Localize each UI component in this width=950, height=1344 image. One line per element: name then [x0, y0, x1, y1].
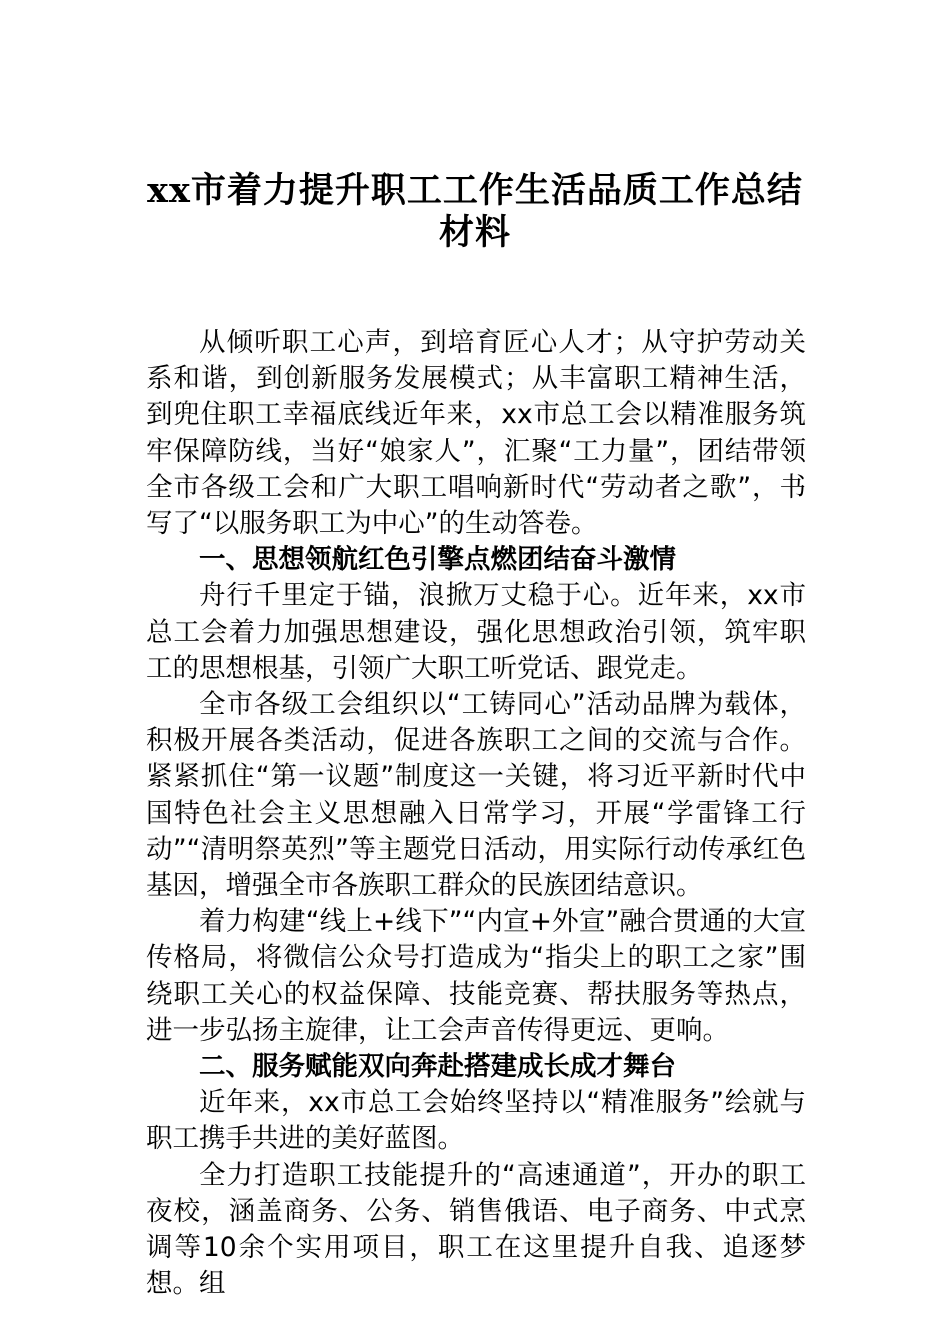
body-paragraph: 着力构建“线上+线下”“内宣+外宣”融合贯通的大宣传格局，将微信公众号打造成为“指尖上的职工之家”围绕职工关心的权益保障、技能竞赛、帮扶服务等热点，进一步弘扬主旋律，让工会声音传得更远、更响。 — [146, 906, 806, 1046]
section-heading-1: 一、思想领航红色引擎点燃团结奋斗激情 — [199, 544, 676, 576]
body-paragraph: 舟行千里定于锚，浪掀万丈稳于心。近年来，xx市总工会着力加强思想建设，强化思想政治引领，筑牢职工的思想根基，引领广大职工听党话、跟党走。 — [146, 580, 806, 684]
document-title-line-1: xx市着力提升职工工作生活品质工作总结 — [147, 170, 803, 211]
body-paragraph: 全市各级工会组织以“工铸同心”活动品牌为载体，积极开展各类活动，促进各族职工之间的交流与合作。紧紧抓住“第一议题”制度这一关键，将习近平新时代中国特色社会主义思想融入日常学习，开展“学雷锋工行动”“清明祭英烈”等主题党日活动，用实际行动传承红色基因，增强全市各族职工群众的民族团结意识。 — [146, 689, 806, 902]
section-heading-2: 二、服务赋能双向奔赴搭建成长成才舞台 — [199, 1051, 676, 1083]
document-body — [146, 325, 806, 1302]
body-paragraph: 全力打造职工技能提升的“高速通道”，开办的职工夜校，涵盖商务、公务、销售俄语、电子商务、中式烹调等10余个实用项目，职工在这里提升自我、追逐梦想。组 — [146, 1159, 806, 1300]
document-title-line-2: 材料 — [438, 212, 511, 253]
intro-paragraph: 从倾听职工心声，到培育匠心人才；从守护劳动关系和谐，到创新服务发展模式；从丰富职工精神生活，到兜住职工幸福底线近年来，xx市总工会以精准服务筑牢保障防线，当好“娘家人”，汇聚“工力量”，团结带领全市各级工会和广大职工唱响新时代“劳动者之歌”，书写了“以服务职工为中心”的生动答卷。 — [146, 327, 806, 540]
body-paragraph: 近年来，xx市总工会始终坚持以“精准服务”绘就与职工携手共进的美好蓝图。 — [146, 1087, 806, 1155]
